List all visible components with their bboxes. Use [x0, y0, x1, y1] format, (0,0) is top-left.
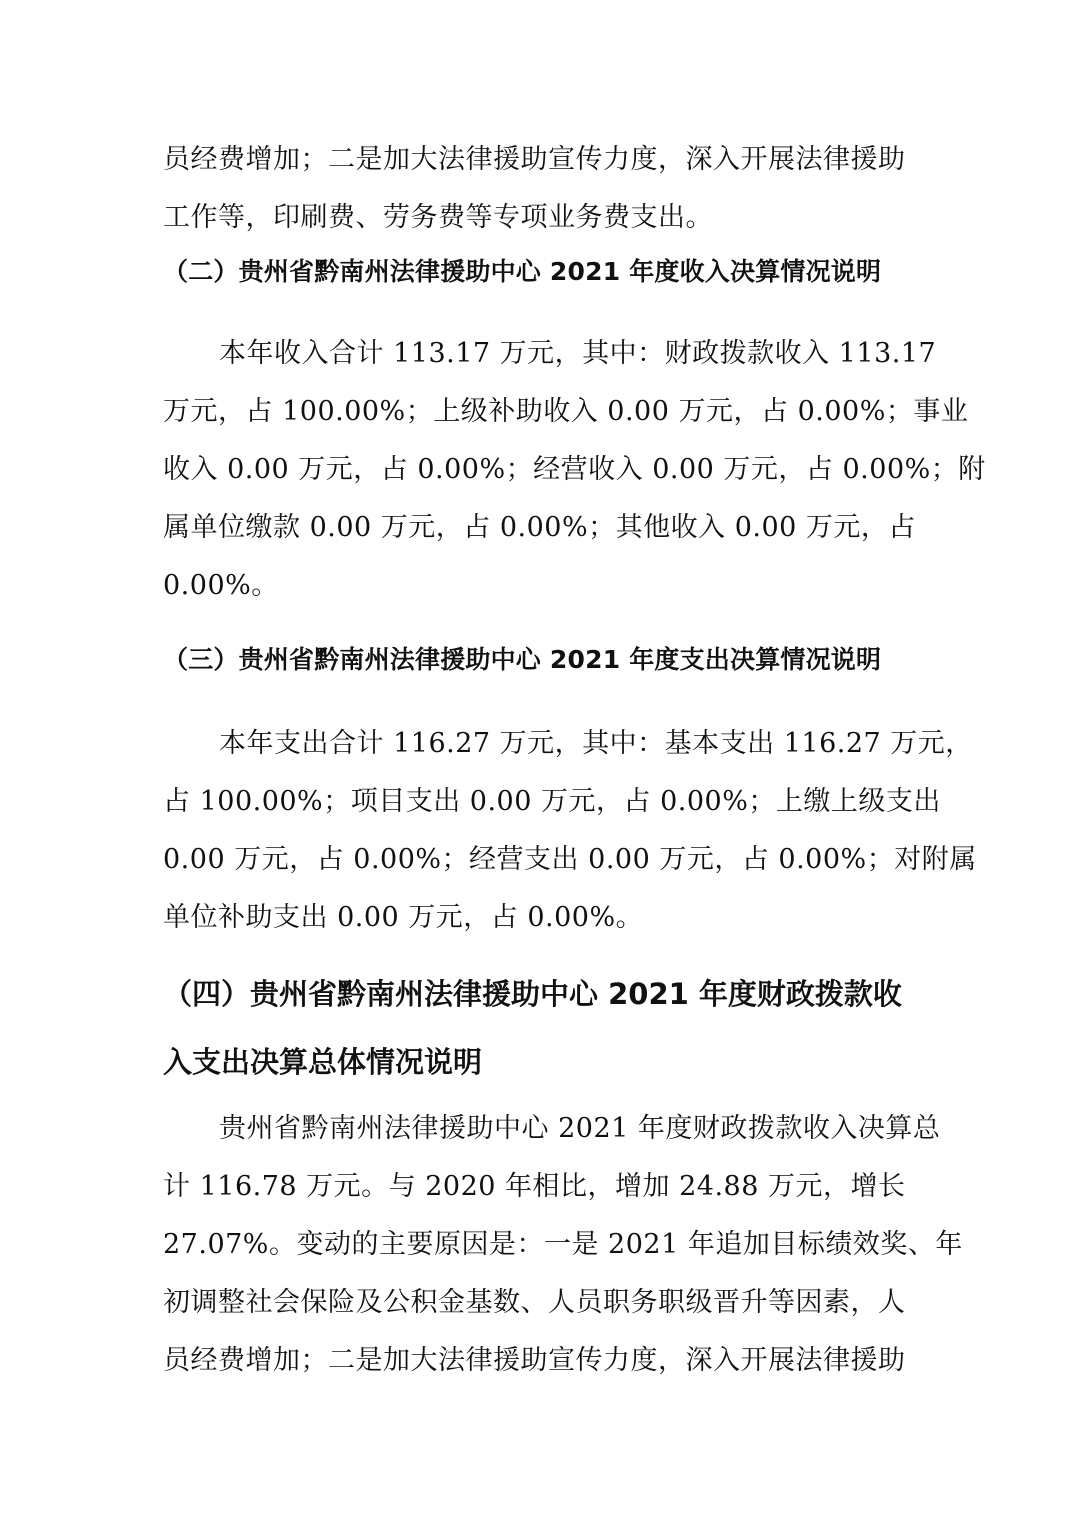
paragraph-line: 贵州省黔南州法律援助中心 2021 年度财政拨款收入决算总: [219, 1113, 941, 1144]
heading-line: 入支出决算总体情况说明: [163, 1045, 483, 1079]
fiscal-section-paragraph: [163, 1100, 963, 1390]
paragraph-line: 员经费增加；二是加大法律援助宣传力度，深入开展法律援助: [163, 1345, 906, 1376]
paragraph-line: 本年支出合计 116.27 万元，其中：基本支出 116.27 万元，: [219, 728, 973, 759]
expenditure-section-heading: （三）贵州省黔南州法律援助中心 2021 年度支出决算情况说明: [163, 645, 882, 674]
paragraph-line: 计 116.78 万元。与 2020 年相比，增加 24.88 万元，增长: [163, 1171, 906, 1202]
paragraph-line: 27.07%。变动的主要原因是：一是 2021 年追加目标绩效奖、年: [163, 1229, 963, 1260]
paragraph-line: 员经费增加；二是加大法律援助宣传力度，深入开展法律援助: [163, 144, 906, 175]
heading-line: （四）贵州省黔南州法律援助中心 2021 年度财政拨款收: [163, 977, 902, 1011]
income-section-paragraph: [163, 325, 986, 615]
paragraph-line: 0.00%。: [163, 570, 279, 601]
continued-paragraph: [163, 131, 913, 247]
paragraph-line: 初调整社会保险及公积金基数、人员职务职级晋升等因素，人: [163, 1287, 906, 1318]
paragraph-line: 收入 0.00 万元，占 0.00%；经营收入 0.00 万元，占 0.00%；附: [163, 454, 986, 485]
paragraph-line: 单位补助支出 0.00 万元，占 0.00%。: [163, 902, 644, 933]
expenditure-section-paragraph: [163, 715, 977, 947]
paragraph-line: 万元，占 100.00%；上级补助收入 0.00 万元，占 0.00%；事业: [163, 396, 969, 427]
fiscal-section-heading: [163, 960, 913, 1096]
paragraph-line: 属单位缴款 0.00 万元，占 0.00%；其他收入 0.00 万元，占: [163, 512, 916, 543]
paragraph-line: 本年收入合计 113.17 万元，其中：财政拨款收入 113.17: [219, 338, 937, 369]
income-section-heading: （二）贵州省黔南州法律援助中心 2021 年度收入决算情况说明: [163, 257, 882, 286]
paragraph-line: 占 100.00%；项目支出 0.00 万元，占 0.00%；上缴上级支出: [163, 786, 941, 817]
paragraph-line: 工作等，印刷费、劳务费等专项业务费支出。: [163, 202, 713, 233]
paragraph-line: 0.00 万元，占 0.00%；经营支出 0.00 万元，占 0.00%；对附属: [163, 844, 977, 875]
